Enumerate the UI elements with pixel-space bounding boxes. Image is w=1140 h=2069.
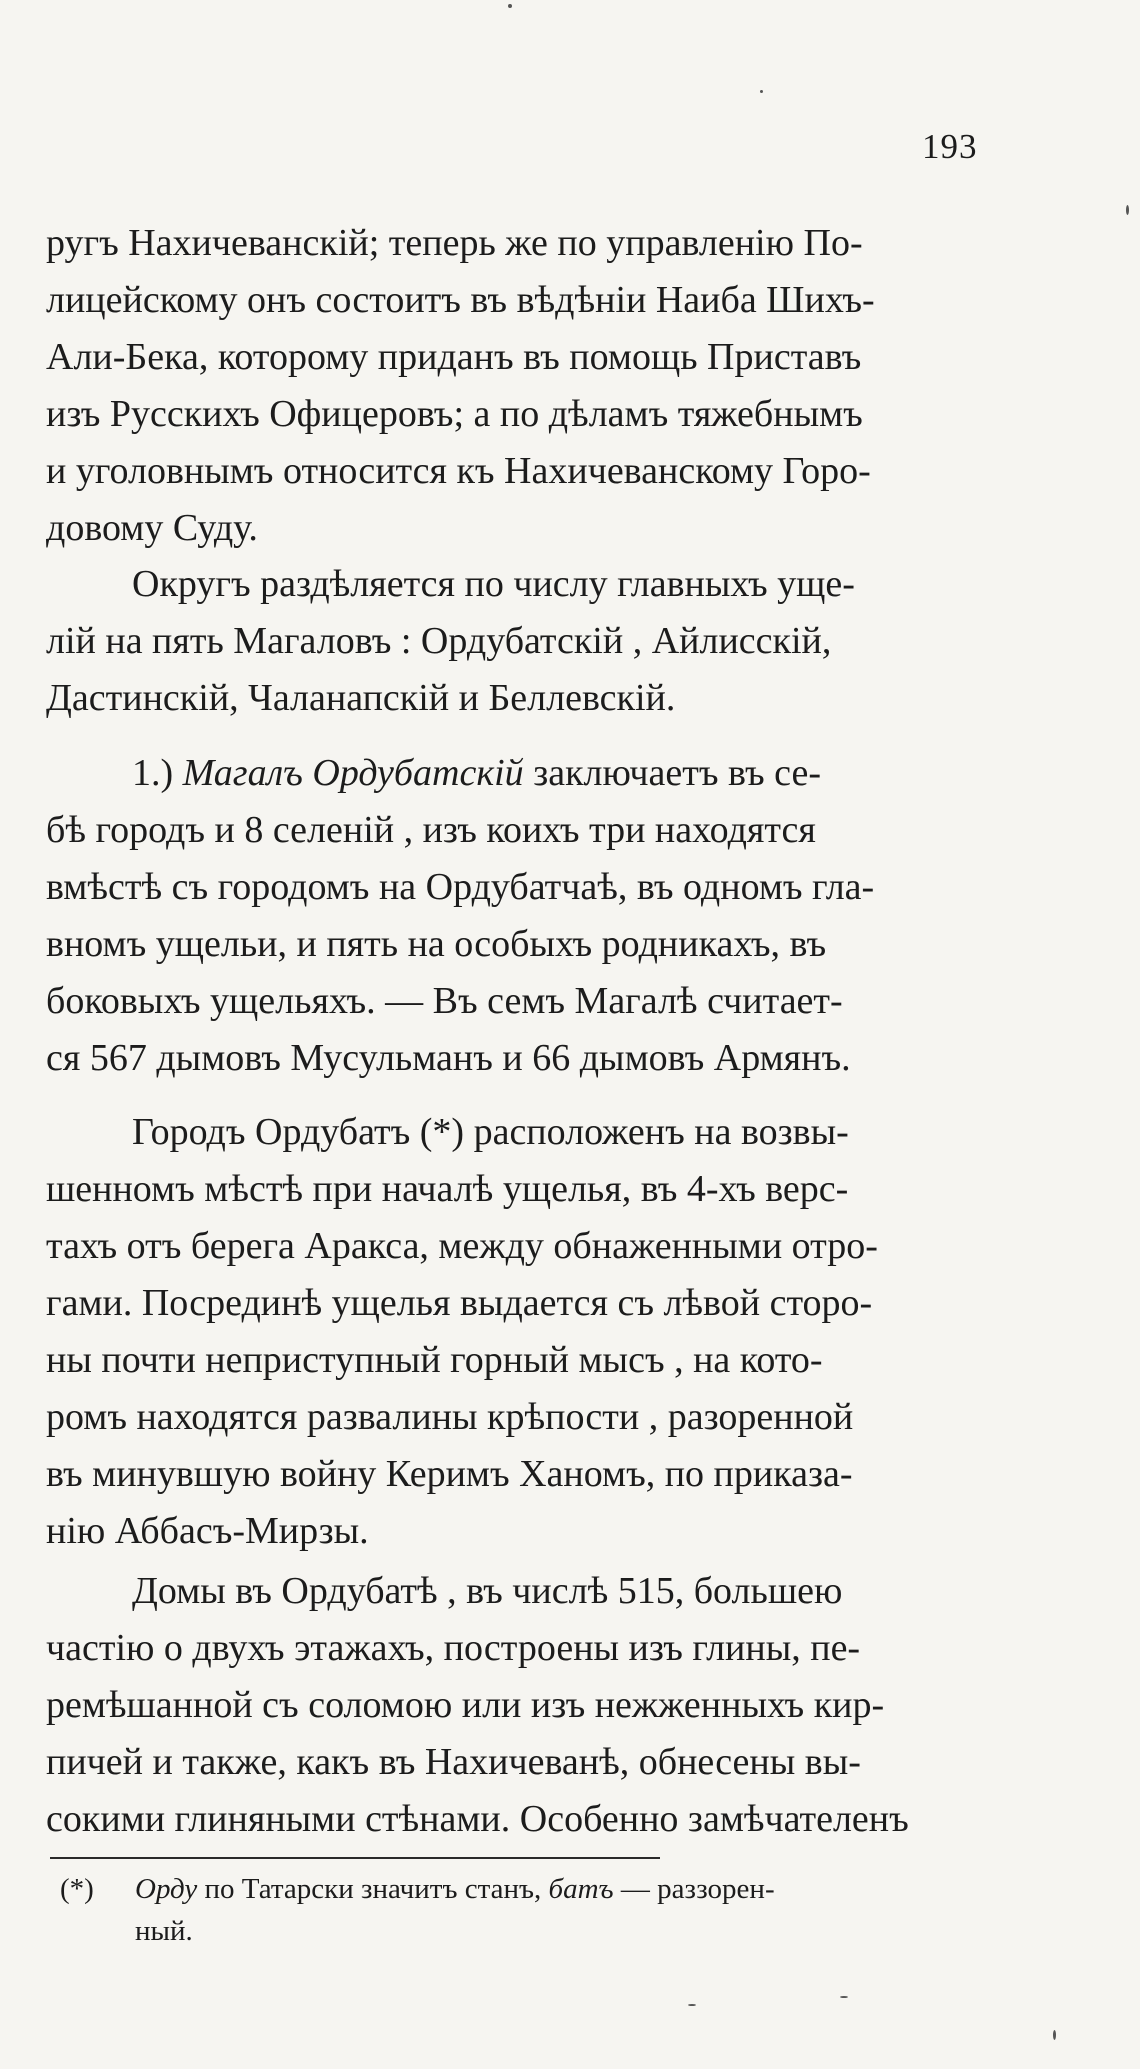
scan-speck — [760, 90, 763, 93]
text-line: Али-Бека, которому приданъ въ помощь Приставъ — [46, 336, 862, 378]
scan-speck — [840, 1996, 848, 1998]
scan-speck — [688, 2004, 696, 2006]
text-line: боковыхъ ущельяхъ. — Въ семъ Магалѣ считает- — [46, 980, 843, 1022]
text-line: нію Аббасъ-Мирзы. — [46, 1510, 369, 1552]
text-line: бѣ городъ и 8 селеній , изъ коихъ три находятся — [46, 809, 816, 851]
text-line: гами. Посрединѣ ущелья выдается съ лѣвой сторо- — [46, 1282, 873, 1324]
paragraph-3 — [46, 745, 1056, 1087]
footnote-text: по Татарски значитъ станъ, — [197, 1873, 549, 1905]
scan-speck — [1126, 205, 1129, 215]
text-line: ругъ Нахичеванскій; теперь же по управленію По- — [46, 222, 863, 264]
text-line: Дастинскій, Чаланапскій и Беллевскій. — [46, 677, 676, 719]
text-line: тахъ отъ берега Аракса, между обнаженными отро- — [46, 1225, 878, 1267]
footnote-term: Орду — [135, 1873, 198, 1905]
text-line: лицейскому онъ состоитъ въ вѣдѣніи Наиба Шихъ- — [46, 279, 875, 321]
text-line: Городъ Ордубатъ (*) расположенъ на возвы- — [132, 1111, 849, 1153]
footnote-line: ный. — [135, 1915, 193, 1947]
footnote — [60, 1868, 1060, 1952]
text-line: въ минувшую войну Керимъ Ханомъ, по приказа- — [46, 1453, 853, 1495]
scan-speck — [508, 4, 512, 8]
paragraph-1 — [46, 215, 1056, 557]
text-line: вмѣстѣ съ городомъ на Ордубатчаѣ, въ одномъ гла- — [46, 866, 875, 908]
text-line: ромъ находятся развалины крѣпости , разоренной — [46, 1396, 854, 1438]
paragraph-2 — [46, 556, 1056, 727]
text-line: ремѣшанной съ соломою или изъ нежженныхъ кир- — [46, 1684, 885, 1726]
text-line: довому Суду. — [46, 507, 258, 549]
footnote-mark: (*) — [60, 1873, 94, 1905]
text-line: ся 567 дымовъ Мусульманъ и 66 дымовъ Армянъ. — [46, 1037, 851, 1079]
text-line: Домы въ Ордубатѣ , въ числѣ 515, большею — [132, 1570, 843, 1612]
text-run: заключаетъ въ се- — [523, 752, 822, 794]
text-line: вномъ ущельи, и пять на особыхъ родникахъ, въ — [46, 923, 827, 965]
text-line-first — [46, 745, 1056, 802]
text-line: ны почти неприступный горный мысъ , на кото- — [46, 1339, 823, 1381]
text-line: Округъ раздѣляется по числу главныхъ уще- — [132, 563, 855, 605]
text-line: шенномъ мѣстѣ при началѣ ущелья, въ 4-хъ верс- — [46, 1168, 849, 1210]
text-line: и уголовнымъ относится къ Нахичеванскому Горо- — [46, 450, 871, 492]
text-line: сокими глиняными стѣнами. Особенно замѣчателенъ — [46, 1798, 909, 1840]
section-title: Магалъ Ордубатскій — [182, 752, 524, 794]
scan-speck — [1053, 2030, 1056, 2040]
text-line: изъ Русскихъ Офицеровъ; а по дѣламъ тяжебнымъ — [46, 393, 863, 435]
footnote-divider — [50, 1857, 660, 1859]
footnote-line — [60, 1868, 1060, 1910]
footnote-term: батъ — [548, 1873, 614, 1905]
page-number: 193 — [922, 127, 978, 166]
list-number: 1.) — [132, 752, 183, 794]
text-line: лій на пять Магаловъ : Ордубатскій , Айлисскій, — [46, 620, 832, 662]
text-line: частію о двухъ этажахъ, построены изъ глины, пе- — [46, 1627, 861, 1669]
paragraph-5 — [46, 1563, 1056, 1848]
paragraph-4 — [46, 1104, 1056, 1560]
footnote-text: — раззорен- — [613, 1873, 775, 1905]
text-line: пичей и также, какъ въ Нахичеванѣ, обнесены вы- — [46, 1741, 861, 1783]
